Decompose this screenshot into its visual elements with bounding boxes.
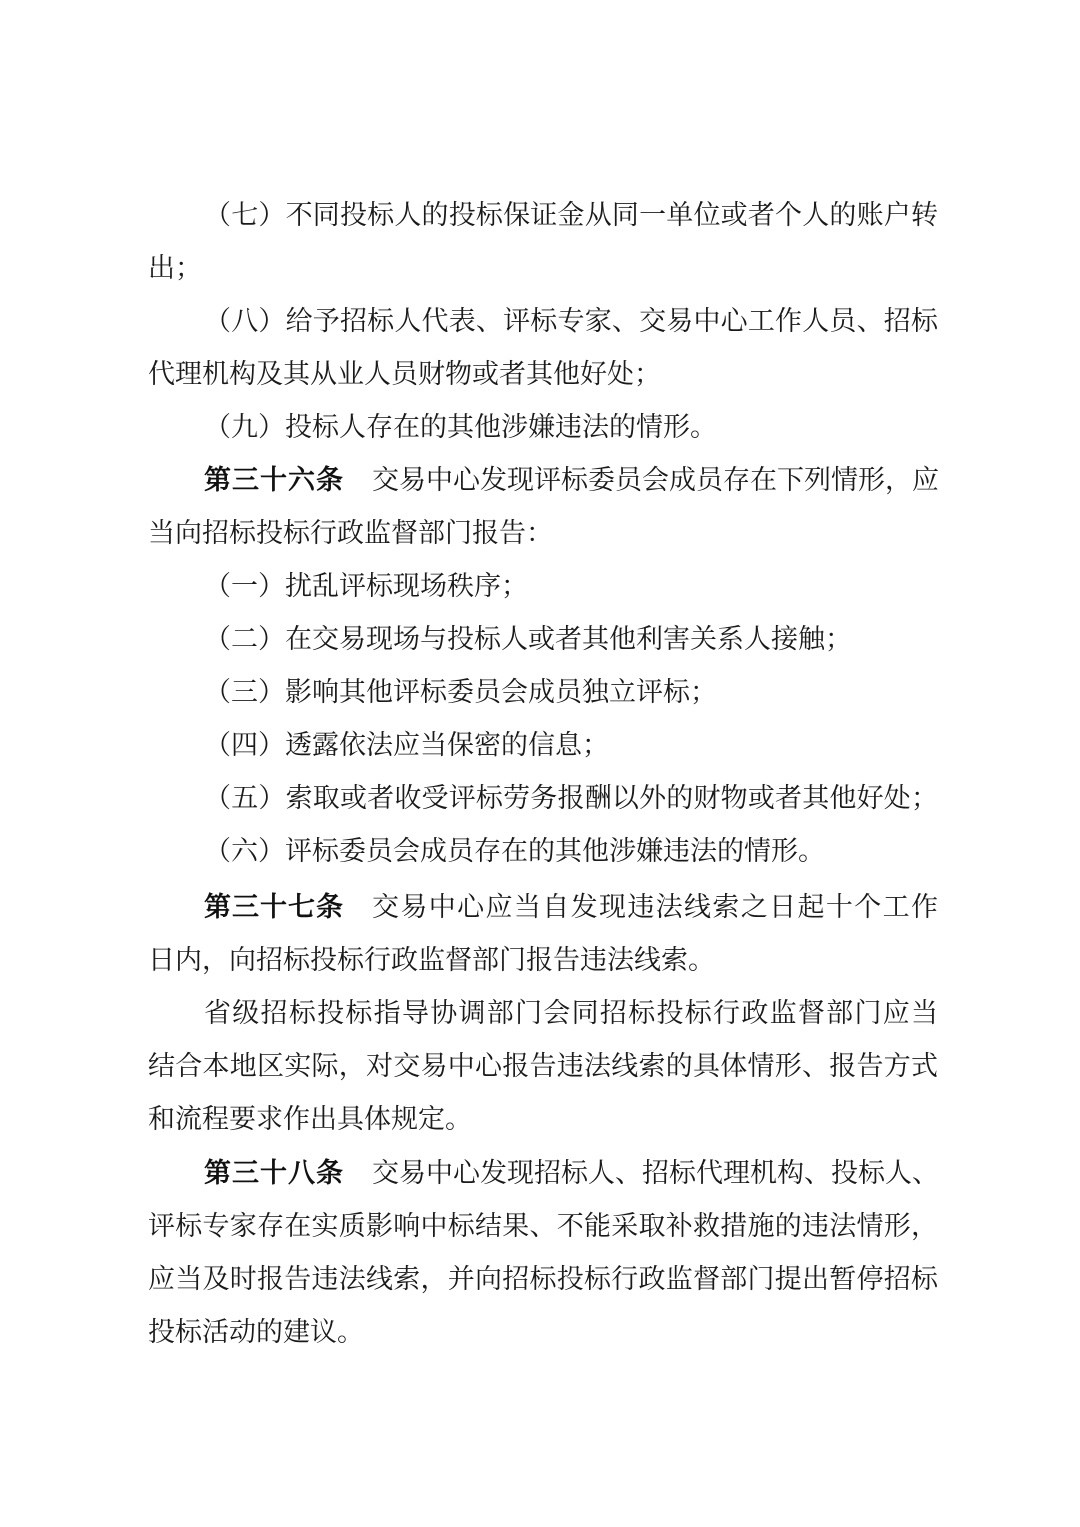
clause-8-line-2: 代理机构及其从业人员财物或者其他好处；	[148, 359, 661, 390]
clause-7-line-2: 出；	[148, 253, 202, 284]
article-38-heading: 第三十八条	[204, 1158, 344, 1189]
clause-8-line-1: （八）给予招标人代表、评标专家、交易中心工作人员、招标	[204, 306, 938, 337]
article-37-line-2: 日内，向招标投标行政监督部门报告违法线索。	[148, 945, 715, 976]
article-37-text: 交易中心应当自发现违法线索之日起十个工作	[372, 892, 938, 923]
article-38-line-3: 应当及时报告违法线索，并向招标投标行政监督部门提出暂停招标	[148, 1264, 938, 1295]
item-6-line: （六）评标委员会成员存在的其他涉嫌违法的情形。	[204, 836, 825, 867]
paragraph-line-1: 省级招标投标指导协调部门会同招标投标行政监督部门应当	[204, 998, 938, 1029]
paragraph-line-2: 结合本地区实际，对交易中心报告违法线索的具体情形、报告方式	[148, 1051, 938, 1082]
paragraph-line-3: 和流程要求作出具体规定。	[148, 1104, 472, 1135]
article-36-text: 交易中心发现评标委员会成员存在下列情形，应	[372, 465, 939, 496]
item-1-line: （一）扰乱评标现场秩序；	[204, 571, 528, 602]
clause-7-line-1: （七）不同投标人的投标保证金从同一单位或者个人的账户转	[204, 200, 938, 231]
article-38-text: 交易中心发现招标人、招标代理机构、投标人、	[372, 1158, 939, 1189]
item-5-line: （五）索取或者收受评标劳务报酬以外的财物或者其他好处；	[204, 783, 938, 814]
article-37-heading: 第三十七条	[204, 892, 344, 923]
article-36-heading: 第三十六条	[204, 465, 344, 496]
article-38-line-2: 评标专家存在实质影响中标结果、不能采取补救措施的违法情形，	[148, 1211, 938, 1242]
item-3-line: （三）影响其他评标委员会成员独立评标；	[204, 677, 717, 708]
item-2-line: （二）在交易现场与投标人或者其他利害关系人接触；	[204, 624, 852, 655]
item-4-line: （四）透露依法应当保密的信息；	[204, 730, 609, 761]
article-36-line-2: 当向招标投标行政监督部门报告：	[148, 518, 553, 549]
article-38-line-4: 投标活动的建议。	[148, 1317, 364, 1348]
clause-9-line: （九）投标人存在的其他涉嫌违法的情形。	[204, 412, 717, 443]
